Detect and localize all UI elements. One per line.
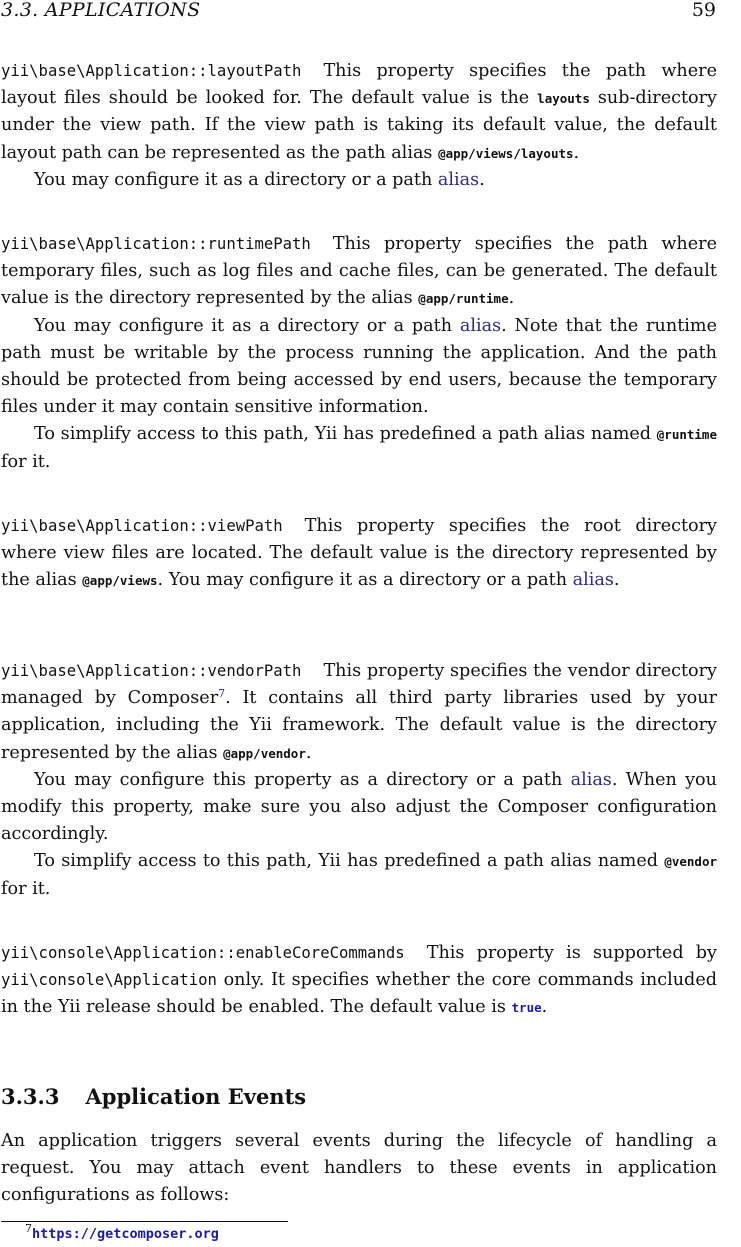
entry-paragraph: yii\base\Application::viewPath This property specifies the root directory where view files are located. The default value is the directory represented by the alias @app/views. You may configure it as a directory or a path alias. xyxy=(1,516,717,591)
property-term: yii\base\Application::viewPath xyxy=(1,517,283,535)
entry-paragraph: yii\base\Application::runtimePath This property specifies the path where temporary files, such as log files and cache files, can be generated. The default value is the directory represented by the alias @app/runtime. xyxy=(1,234,717,309)
entry-layout-path xyxy=(1,58,717,194)
inline-code: @app/vendor xyxy=(223,745,306,761)
entry-runtime-path xyxy=(1,231,717,476)
alias-link[interactable]: alias xyxy=(437,169,480,190)
property-term: yii\base\Application::vendorPath xyxy=(1,662,302,680)
entry-paragraph: You may configure it as a directory or a path alias. xyxy=(34,169,485,190)
entry-paragraph: To simplify access to this path, Yii has predefined a path alias named @runtime for it. xyxy=(1,424,717,472)
section-title: Application Events xyxy=(85,1084,307,1109)
entry-paragraph: yii\console\Application::enableCoreCommands This property is supported by yii\console\Application only. It specifies whether the core commands included in the Yii release should be enabled. The default value is true. xyxy=(1,943,717,1018)
alias-link[interactable]: alias xyxy=(459,315,502,336)
inline-code: @vendor xyxy=(664,854,717,870)
page-number: 59 xyxy=(691,0,716,21)
property-term: yii\base\Application::runtimePath xyxy=(1,235,311,253)
entry-paragraph: yii\base\Application::vendorPath This property specifies the vendor directory managed by Composer$^7$. It contains all third party libraries used by your application, including the Yii framework. The default value is the directory represented by the alias @app/vendor. xyxy=(1,661,717,763)
running-header xyxy=(0,0,716,20)
footnote-rule xyxy=(1,1221,288,1222)
footnote-mark[interactable]: 7 xyxy=(218,687,226,701)
section-heading xyxy=(1,1082,306,1112)
inline-code: @app/runtime xyxy=(418,291,509,307)
entry-paragraph: To simplify access to this path, Yii has predefined a path alias named @vendor for it. xyxy=(1,851,717,899)
inline-code: @app/views/layouts xyxy=(438,145,574,161)
section-number: 3.3.3 xyxy=(1,1084,60,1109)
footnote-url[interactable]: https://getcomposer.org xyxy=(32,1226,219,1242)
property-term: yii\base\Application::layoutPath xyxy=(1,62,302,80)
entry-vendor-path xyxy=(1,658,717,903)
inline-code: yii\console\Application xyxy=(1,971,217,990)
inline-code: @runtime xyxy=(656,427,717,443)
entry-paragraph: yii\base\Application::layoutPath This property specifies the path where layout files should be looked for. The default value is the layouts sub-directory under the view path. If the view path is taking its default value, the default layout path can be represented as the path alias @app/views/layouts. xyxy=(1,61,717,163)
footnote-number: 7 xyxy=(25,1222,32,1235)
alias-link[interactable]: alias xyxy=(572,570,614,591)
entry-view-path xyxy=(1,513,717,595)
chapter-heading: 3.3. APPLICATIONS xyxy=(1,0,201,21)
section-paragraph: An application triggers several events during the lifecycle of handling a request. You may attach event handlers to these events in application configurations as follows: xyxy=(1,1131,717,1206)
inline-code: @app/views xyxy=(82,573,158,589)
entry-paragraph: You may configure it as a directory or a path alias. Note that the runtime path must be writable by the process running the application. And the path should be protected from being accessed by end users, because the temporary files under it may contain sensitive information. xyxy=(1,315,717,418)
inline-code-true: true xyxy=(511,1000,542,1016)
entry-paragraph: You may configure this property as a directory or a path alias. When you modify this property, make sure you also adjust the Composer configuration accordingly. xyxy=(1,769,717,845)
entry-enable-core-commands xyxy=(1,940,717,1022)
alias-link[interactable]: alias xyxy=(570,769,612,790)
section-intro xyxy=(1,1128,717,1210)
footnote xyxy=(25,1224,219,1244)
property-term: yii\console\Application::enableCoreCommands xyxy=(1,944,405,962)
inline-code: layouts xyxy=(537,91,590,107)
